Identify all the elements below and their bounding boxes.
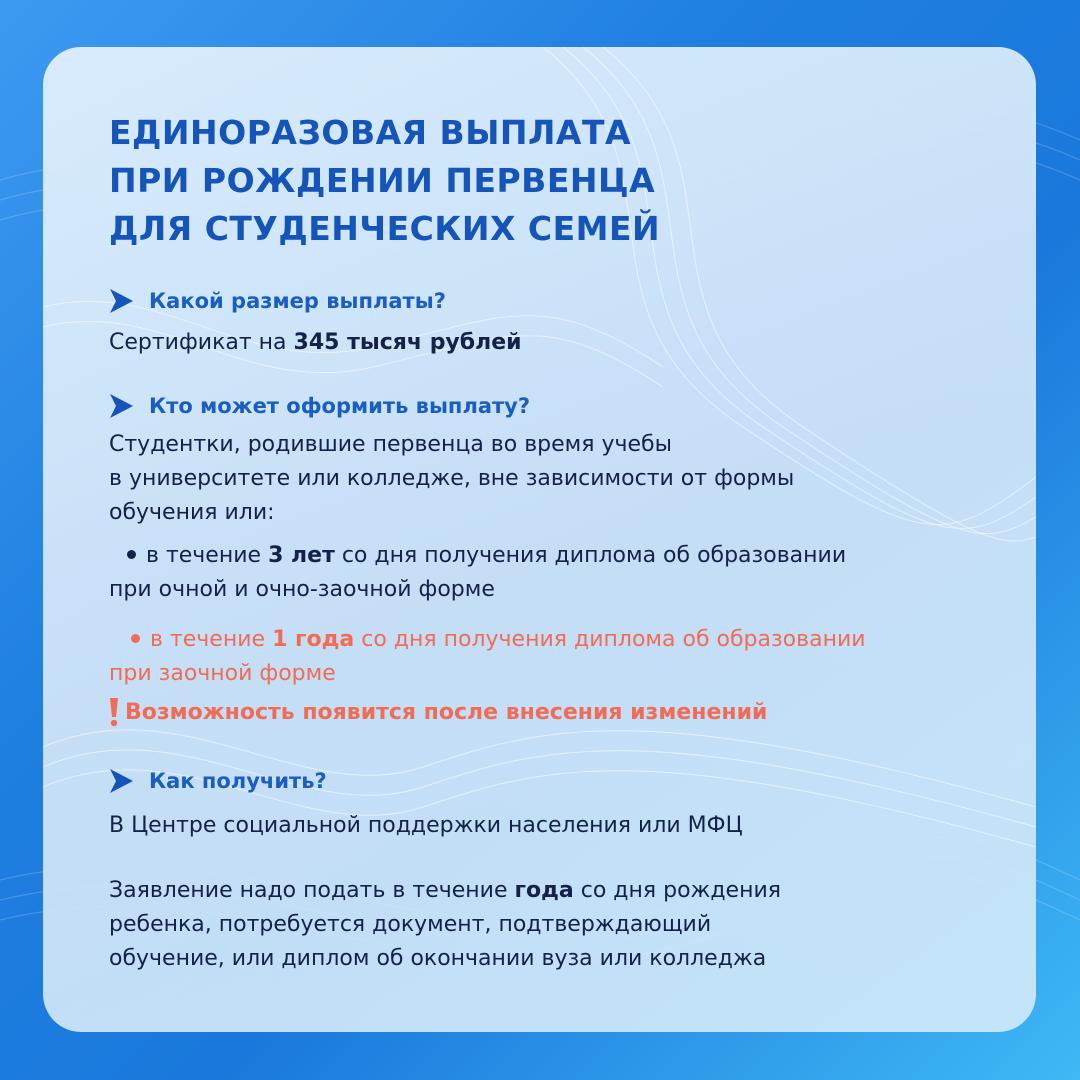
title-line-2: ПРИ РОЖДЕНИИ ПЕРВЕНЦА <box>109 161 656 200</box>
exclamation-icon <box>107 697 121 727</box>
answer-who-can-apply <box>109 428 794 530</box>
question-text: Кто может оформить выплату? <box>149 394 531 418</box>
answer-line-3: обучения или: <box>109 500 275 525</box>
bullet-line-2: при заочной форме <box>109 661 336 686</box>
question-payment-size <box>107 287 446 315</box>
note-bold: года <box>514 878 574 903</box>
warning-text: Возможность появится после внесения изменений <box>125 699 768 725</box>
question-who-can-apply <box>107 392 530 420</box>
page-title <box>109 109 660 253</box>
bullet-fulltime <box>109 539 846 607</box>
question-text: Какой размер выплаты? <box>149 289 446 313</box>
bullet-prefix: в течение <box>150 627 273 652</box>
note-line-3: обучение, или диплом об окончании вуза или колледжа <box>109 946 767 971</box>
bullet-suffix: со дня получения диплома об образовании <box>354 627 866 652</box>
warning-note <box>107 697 767 727</box>
answer-line-2: в университете или колледже, вне зависимости от формы <box>109 466 795 491</box>
title-line-3: ДЛЯ СТУДЕНЧЕСКИХ СЕМЕЙ <box>109 209 661 248</box>
bullet-dot <box>127 550 136 559</box>
bullet-suffix: со дня получения диплома об образовании <box>334 543 847 568</box>
answer-how-to-get <box>109 809 743 843</box>
bullet-line-2: при очной и очно-заочной форме <box>109 577 495 602</box>
note-line-2: ребенка, потребуется документ, подтверждающий <box>109 912 712 937</box>
note-suffix: со дня рождения <box>573 878 782 903</box>
bullet-dot <box>131 634 140 643</box>
bullet-prefix: в течение <box>146 543 269 568</box>
question-how-to-get <box>107 767 327 795</box>
chevron-arrow-icon <box>107 392 135 420</box>
answer-prefix: Сертификат на <box>109 330 294 355</box>
answer-payment-size <box>109 326 522 360</box>
bullet-extramural <box>109 623 866 691</box>
title-line-1: ЕДИНОРАЗОВАЯ ВЫПЛАТА <box>109 113 631 152</box>
answer-line-1: Студентки, родившие первенца во время учебы <box>109 432 672 457</box>
bullet-term: 3 лет <box>268 543 335 568</box>
info-card <box>43 47 1036 1032</box>
question-text: Как получить? <box>149 769 327 793</box>
chevron-arrow-icon <box>107 767 135 795</box>
answer-line: В Центре социальной поддержки населения или МФЦ <box>109 813 743 838</box>
chevron-arrow-icon <box>107 287 135 315</box>
bullet-term: 1 года <box>272 627 355 652</box>
application-note <box>109 874 781 976</box>
answer-amount: 345 тысяч рублей <box>293 330 522 355</box>
note-prefix: Заявление надо подать в течение <box>109 878 515 903</box>
